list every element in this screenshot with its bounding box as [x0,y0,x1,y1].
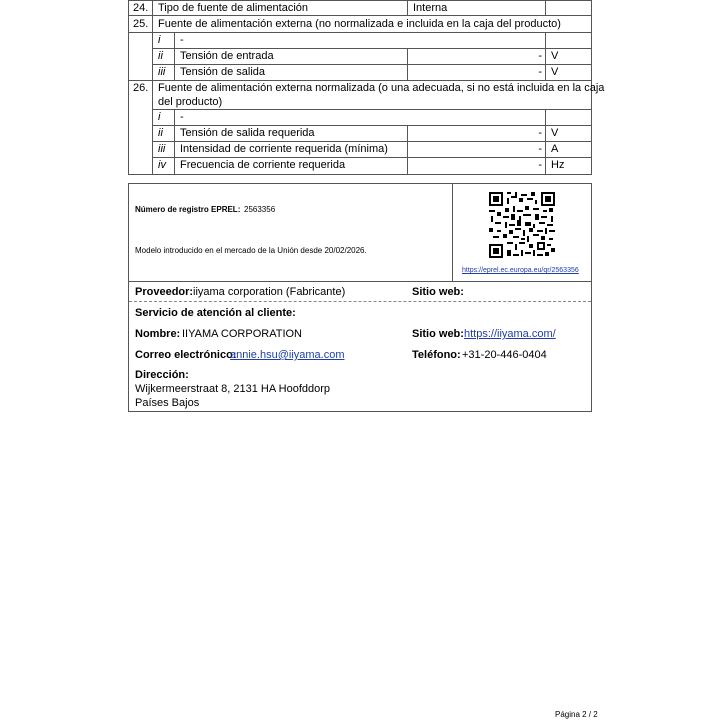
sub-label: Intensidad de corriente requerida (mínima) [180,143,388,155]
qr-link[interactable]: https://eprel.ec.europa.eu/qr/2563356 [462,267,579,274]
phone-label: Teléfono: [412,349,461,361]
sub-index: ii [158,127,163,139]
sub-label: - [180,34,184,46]
sub-label: Tensión de salida [180,66,266,78]
email-label: Correo electrónico: [135,349,237,361]
sub-label: Tensión de salida requerida [180,127,315,139]
sub-index: i [158,111,161,123]
row-label: Fuente de alimentación externa normalizada (o una adecuada, si no está incluida en la caja [158,82,605,94]
name-value: IIYAMA CORPORATION [182,328,302,340]
market-date-text: Modelo introducido en el mercado de la Unión desde 20/02/2026. [135,246,367,255]
cs-web-link[interactable]: https://iiyama.com/ [464,328,556,340]
sub-index: iv [158,159,166,171]
row-value: Interna [413,2,448,14]
sub-value: - [538,143,542,155]
sub-unit: A [551,143,559,155]
sub-value: - [538,66,542,78]
sub-unit: V [551,127,559,139]
supplier-web-label: Sitio web: [412,286,464,298]
eprel-label: Número de registro EPREL: [135,205,241,214]
sub-index: i [158,34,161,46]
address-line-2: Países Bajos [135,397,200,409]
row-label: Tipo de fuente de alimentación [158,2,309,14]
sub-label: Tensión de entrada [180,50,274,62]
name-label: Nombre: [135,328,181,340]
sub-label: - [180,111,184,123]
email-link[interactable]: annie.hsu@iiyama.com [230,349,345,361]
sub-index: ii [158,50,163,62]
sub-value: - [538,159,542,171]
row-number: 24. [133,2,149,14]
sub-index: iii [158,66,166,78]
row-label-continued: del producto) [158,96,223,108]
sub-label: Frecuencia de corriente requerida [180,159,346,171]
page-number: Página 2 / 2 [555,710,598,719]
sub-unit: V [551,66,559,78]
supplier-label: Proveedor: [135,286,194,298]
customer-service-heading: Servicio de atención al cliente: [135,307,296,319]
sub-unit: V [551,50,559,62]
row-label: Fuente de alimentación externa (no normalizada e incluida en la caja del producto) [158,18,561,30]
sub-index: iii [158,143,166,155]
sub-value: - [538,127,542,139]
sub-unit: Hz [551,159,565,171]
phone-value: +31-20-446-0404 [462,349,547,361]
eprel-number: 2563356 [244,205,276,214]
cs-web-label: Sitio web: [412,328,464,340]
sub-value: - [538,50,542,62]
row-number: 25. [133,18,149,30]
qr-code-icon [489,192,555,258]
row-number: 26. [133,82,149,94]
supplier-value: iiyama corporation (Fabricante) [193,286,346,298]
address-line-1: Wijkermeerstraat 8, 2131 HA Hoofddorp [135,383,331,395]
address-label: Dirección: [135,369,189,381]
